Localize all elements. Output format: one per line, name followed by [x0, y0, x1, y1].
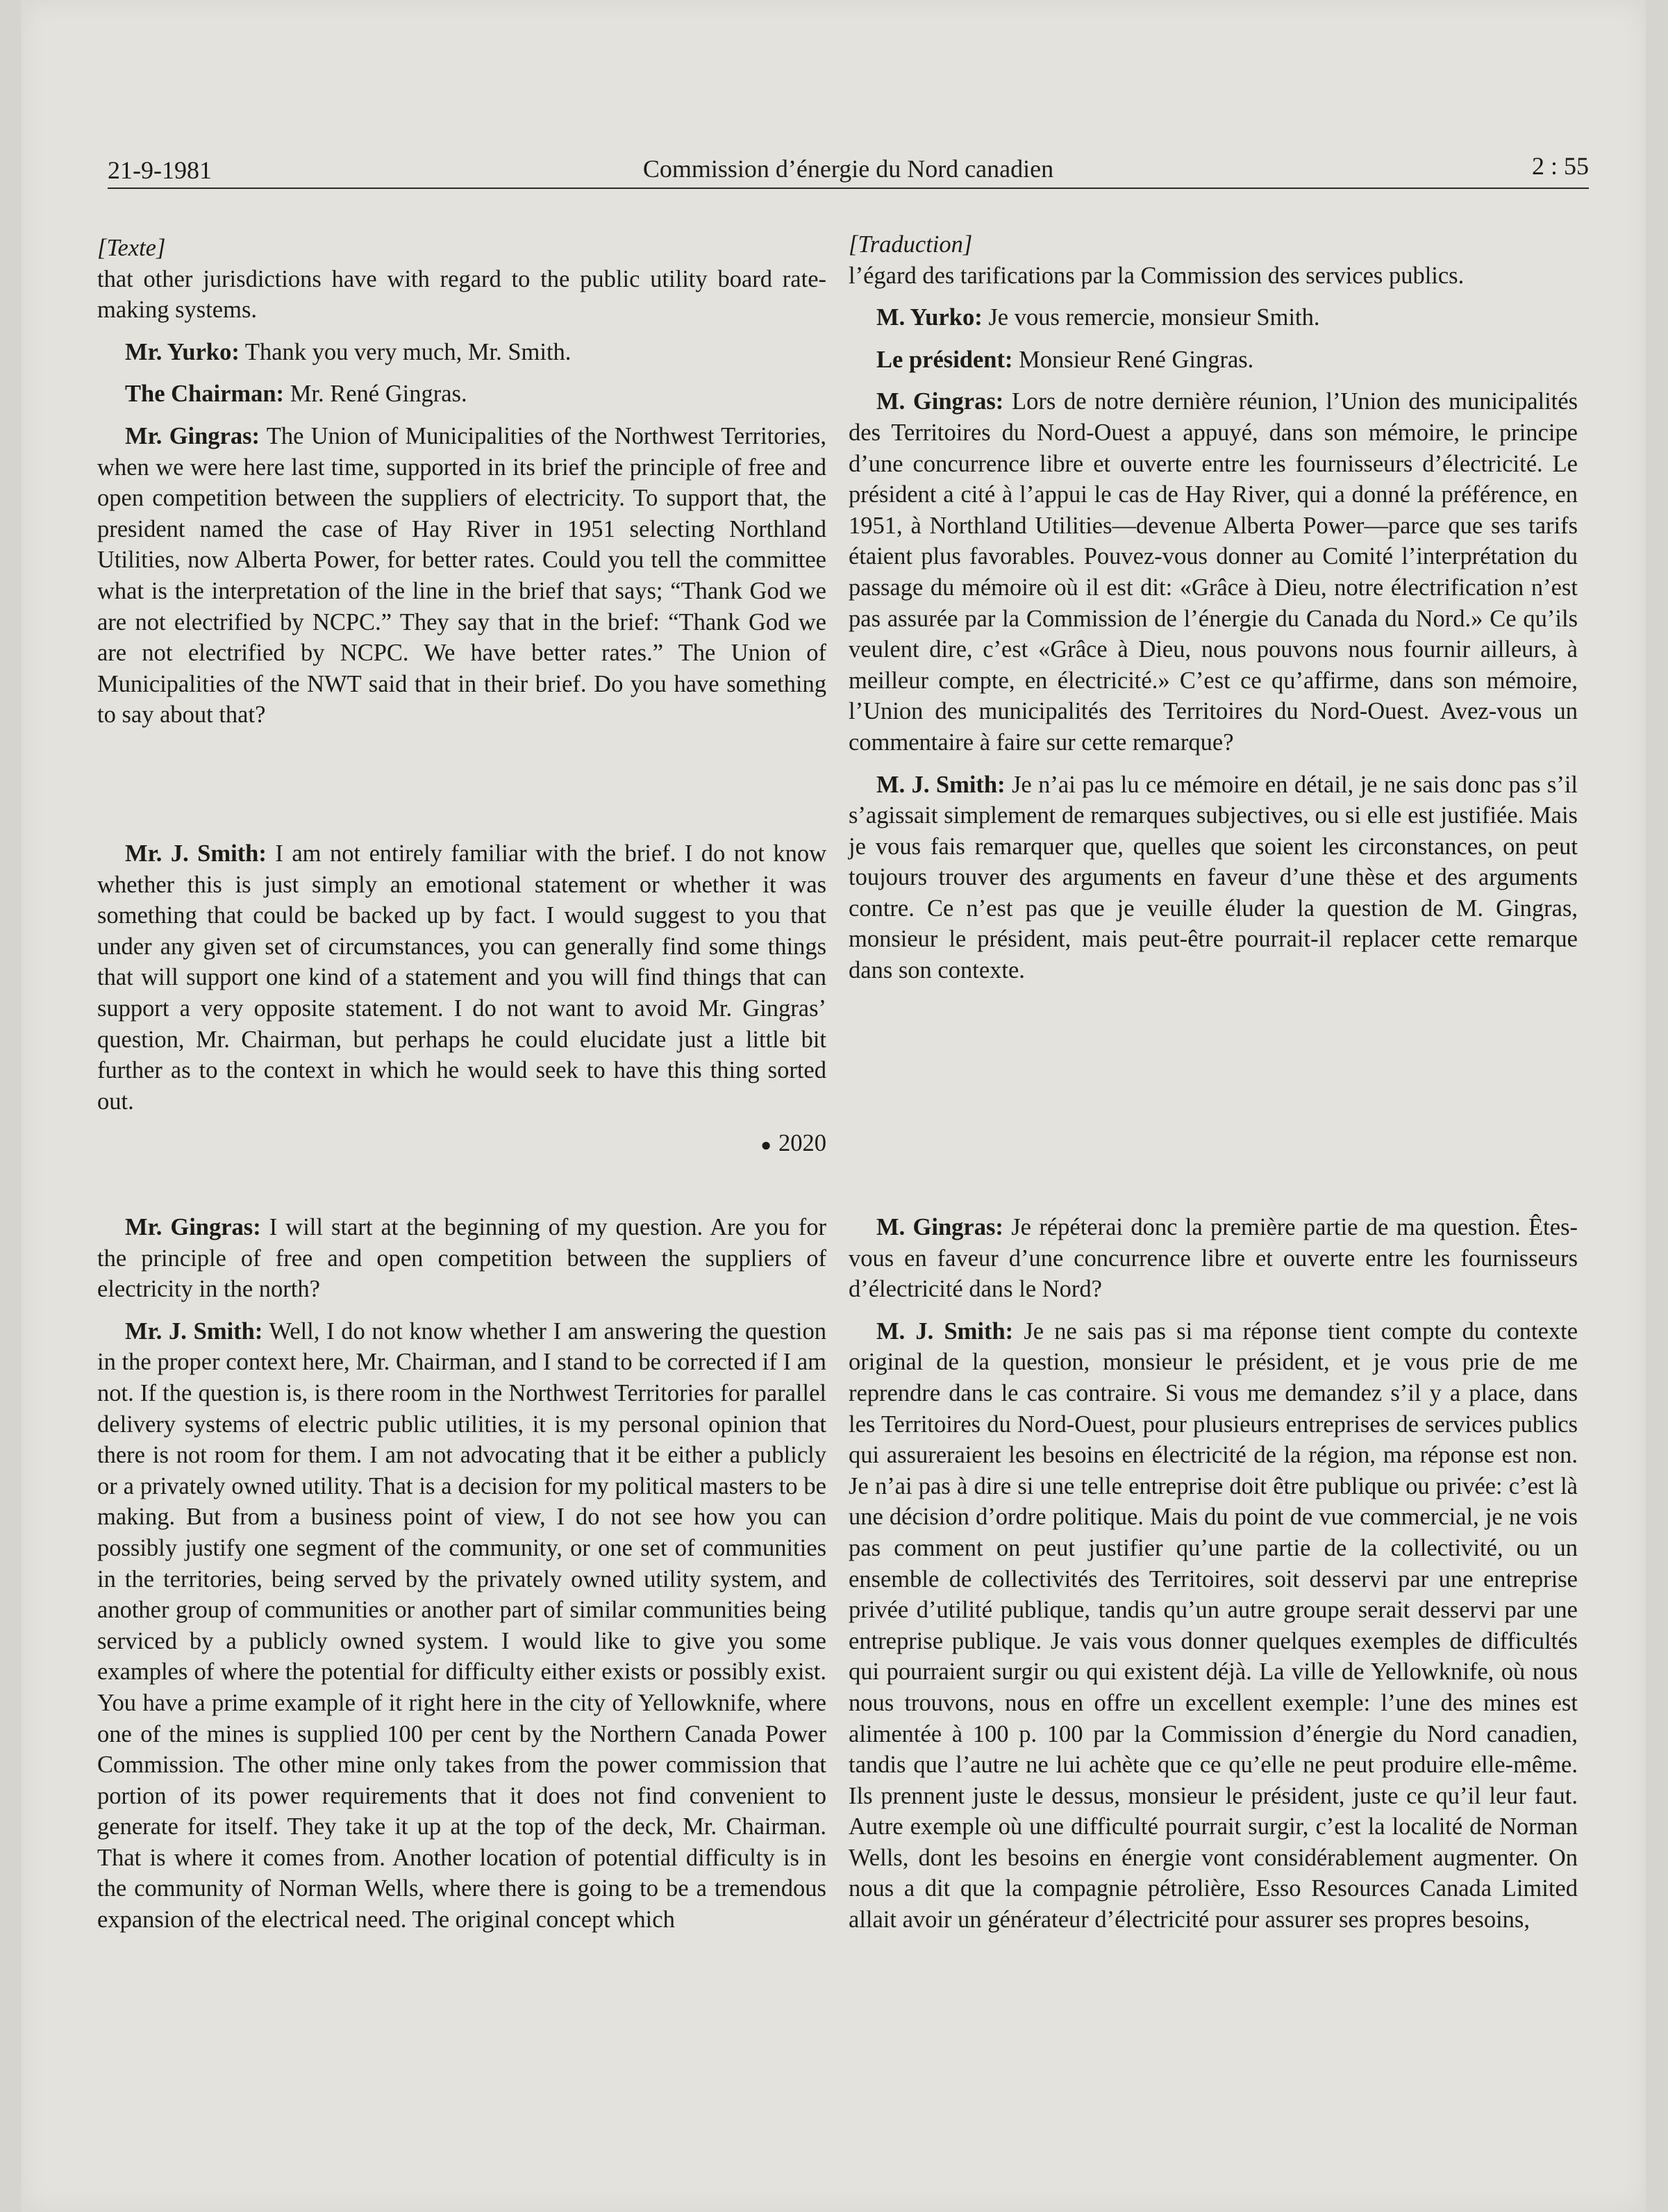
time-marker: [97, 1128, 826, 1161]
speaker: Mr. Yurko:: [125, 338, 240, 365]
speech: Monsieur René Gingras.: [1019, 346, 1254, 373]
speech: Mr. René Gingras.: [290, 381, 467, 408]
paragraph: [97, 379, 826, 410]
paragraph: [849, 302, 1578, 333]
speaker: Mr. J. Smith:: [125, 1317, 263, 1345]
speech: Lors de notre dernière réunion, l’Union des municipalités des Territoires du Nord-Ouest a appuyé, dans son mémoire, le principe d’une concurrence libre et ouverte entre les fournisseurs d’électricité. Le président a cité à l’appui le cas de Hay River, qui a donné la préférence, en 1951, à Northland Utilities—devenue Alberta Power—parce que ses tarifs étaient plus favorables. Pouvez-vous donner au Comité l’interprétation du passage du mémoire où il est dit: «Grâce à Dieu, notre électrification n’est pas assurée par la Commission de l’énergie du Canada du Nord.» Ce qu’ils veulent dire, c’est «Grâce à Dieu, nous pouvons nous fournir ailleurs, à meilleur compte, en électricité.» C’est ce qu’affirme, dans son mémoire, l’Union des municipalités des Territoires du Nord-Ouest. Avez-vous un commentaire à faire sur cette remarque?: [849, 388, 1578, 756]
bullet-icon: ●: [760, 1135, 772, 1156]
speaker: Mr. Gingras:: [125, 422, 260, 449]
speech: I will start at the beginning of my question. Are you for the principle of free and open competition between the suppliers of electricity in the north?: [97, 1214, 826, 1303]
paragraph: l’égard des tarifications par la Commission des services publics.: [849, 262, 1465, 289]
paragraph: [849, 344, 1578, 376]
speaker: M. Yurko:: [876, 304, 983, 331]
speaker: M. J. Smith:: [876, 1317, 1014, 1345]
left-column-block-3: [97, 1212, 826, 1947]
paragraph: [849, 386, 1578, 758]
speech: The Union of Municipalities of the Northwest Territories, when we were here last time, supported in its brief the principle of free and open competition between the suppliers of electricity. To support that, the president named the case of Hay River in 1951 selecting Northland Utilities, now Alberta Power, for better rates. Could you tell the committee what is the interpretation of the line in the brief that says; “Thank God we are not electrified by NCPC.” They say that in the brief: “Thank God we are not electrified by NCPC. We have better rates.” The Union of Municipalities of the NWT said that in their brief. Do you have something to say about that?: [97, 422, 826, 729]
paragraph: [97, 1316, 826, 1936]
header-date: 21-9-1981: [108, 156, 212, 184]
section-label-text: Texte: [106, 235, 156, 261]
paragraph: [849, 770, 1578, 986]
speech: Well, I do not know whether I am answering the question in the proper context here, Mr. Chairman, and I stand to be corrected if I am not. If the question is, is there room in the Northwest Territories for parallel delivery systems of electric public utilities, it is my personal opinion that there is not room for them. I am not advocating that it be either a publicly or a privately owned utility. That is a decision for my political masters to be making. But from a business point of view, I do not see how you can possibly justify one segment of the community, or one set of communities in the territories, being served by the privately owned utility system, and another group of communities or another part of similar communities being serviced by a publicly owned system. I would like to give you some examples of where the potential for difficulty either exists or possibly exist. You have a prime example of it right here in the city of Yellowknife, where one of the mines is supplied 100 per cent by the Northern Canada Power Commission. The other mine only takes from the power commission that portion of its power requirements that it does not find convenient to generate for itself. They take it up at the top of the deck, Mr. Chairman. That is where it comes from. Another location of potential difficulty is in the community of Norman Wells, where there is going to be a tremendous expansion of the electrical need. The original concept which: [97, 1317, 826, 1934]
paragraph: [97, 337, 826, 368]
page-header: [108, 147, 1589, 189]
section-label-left: [Texte]: [97, 235, 166, 261]
speaker: M. J. Smith:: [876, 771, 1006, 798]
speech: Je ne sais pas si ma réponse tient compte du contexte original de la question, monsieur le président, et je vous prie de me reprendre dans le cas contraire. Si vous me demandez s’il y a place, dans les Territoires du Nord-Ouest, pour plusieurs entreprises de services publics qui assureraient les besoins en électricité de la région, ma réponse est non. Je n’ai pas à dire si une telle entreprise doit être publique ou privée: c’est là une décision d’ordre politique. Mais du point de vue commercial, je ne vois pas comment on peut justifier qu’une partie de la collectivité, ou un ensemble de collectivités des Territoires, soit desservi par une entreprise privée d’utilité publique, tandis qu’un autre groupe serait desservi par une entreprise publique. Je vais vous donner quelques exemples de difficultés qui pourraient surgir ou qui existent déjà. La ville de Yellowknife, où nous nous trouvons, nous en offre un excellent exemple: l’une des mines est alimentée à 100 p. 100 par la Commission d’énergie du Nord canadien, tandis que l’autre ne lui achète que ce qu’elle ne peut produire elle-même. Ils prennent juste le dessus, monsieur le président, juste ce qu’il leur faut. Autre exemple où une difficulté pourrait surgir, c’est la localité de Norman Wells, dont les besoins en énergie vont considérablement augmenter. On nous a dit que la compagnie pétrolière, Esso Resources Canada Limited allait avoir un générateur d’électricité pour assurer ses propres besoins,: [849, 1317, 1578, 1934]
speaker: Le président:: [876, 346, 1013, 373]
header-title: Commission d’énergie du Nord canadien: [642, 155, 1054, 183]
speaker: The Chairman:: [125, 381, 285, 408]
right-column-block-2: [849, 1212, 1578, 1947]
document-page: [21, 0, 1646, 2212]
right-column: [849, 229, 1578, 997]
paragraph: [97, 838, 826, 1117]
speech: Je vous remercie, monsieur Smith.: [988, 304, 1320, 331]
speaker: M. Gingras:: [876, 388, 1004, 415]
section-label-right: [Traduction]: [849, 231, 973, 258]
time-marker-text: 2020: [778, 1130, 826, 1157]
left-column: [97, 233, 826, 742]
left-column-block-2: [97, 838, 826, 1172]
paragraph: [97, 1212, 826, 1305]
paragraph: [849, 1212, 1578, 1305]
paragraph: [97, 421, 826, 731]
speech: Thank you very much, Mr. Smith.: [244, 338, 572, 365]
header-page-number: 2 : 55: [1531, 152, 1589, 180]
speech: Je n’ai pas lu ce mémoire en détail, je ne sais donc pas s’il s’agissait simplement de remarques subjectives, ou si elle est justifiée. Mais je vous fais remarquer que, quelles que soient les circonstances, on peut toujours trouver des arguments en faveur d’une thèse et des arguments contre. Ce n’est pas que je veuille éluder la question de M. Gingras, monsieur le président, mais peut-être pourrait-il replacer cette remarque dans son contexte.: [849, 771, 1578, 984]
paragraph: that other jurisdictions have with regard to the public utility board rate-making systems.: [97, 265, 826, 324]
paragraph: [849, 1316, 1578, 1936]
speaker: Mr. J. Smith:: [125, 840, 267, 867]
speaker: M. Gingras:: [876, 1214, 1003, 1240]
speaker: Mr. Gingras:: [125, 1214, 261, 1240]
section-label-text: Traduction: [858, 231, 963, 258]
speech: I am not entirely familiar with the brief. I do not know whether this is just simply an emotional statement or whether it was something that could be backed up by fact. I would suggest to you that under any given set of circumstances, you can generally find some things that will support one kind of a statement and you will find things that can support a very opposite statement. I do not want to avoid Mr. Gingras’ question, Mr. Chairman, but perhaps he could elucidate just a little bit further as to the context in which he would seek to have this thing sorted out.: [97, 840, 827, 1115]
speech: Je répéterai donc la première partie de ma question. Êtes-vous en faveur d’une concurrence libre et ouverte entre les fournisseurs d’électricité dans le Nord?: [849, 1214, 1578, 1303]
